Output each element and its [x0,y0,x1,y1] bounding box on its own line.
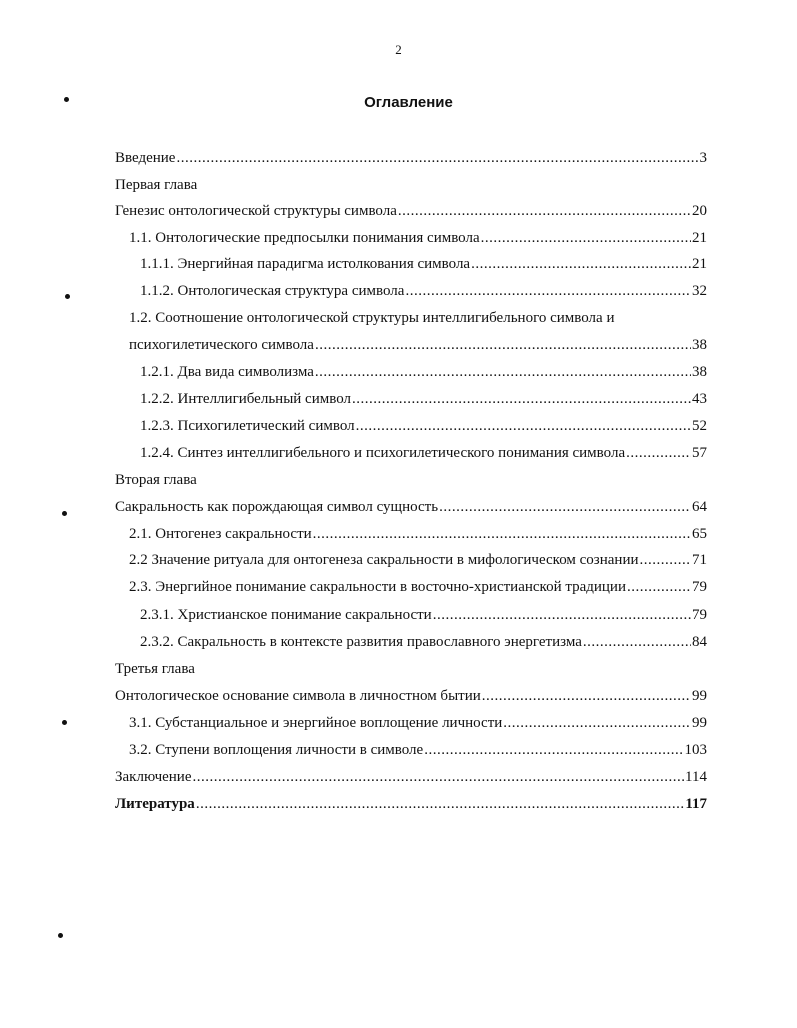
toc-entry[interactable] [129,334,707,356]
toc-entry-page: 99 [692,688,707,704]
toc-entry-page: 20 [692,203,707,219]
leader-dots [352,388,691,410]
toc-entry[interactable] [129,549,707,571]
toc-entry-label: 2.3. Энергийное понимание сакральности в восточно-христианской традиции [129,579,626,595]
toc-entry[interactable] [115,147,707,169]
toc-entry-page: 71 [692,552,707,568]
leader-dots [433,604,691,626]
toc-entry[interactable] [115,793,707,815]
chapter-heading [115,469,197,491]
toc-entry[interactable] [129,712,707,734]
leader-dots [315,361,691,383]
toc-entry[interactable] [129,739,707,761]
toc-entry-page: 32 [692,283,707,299]
toc-entry-label: Литература [115,796,195,812]
toc-entry-label: Онтологическое основание символа в личностном бытии [115,688,481,704]
toc-entry-page: 21 [692,256,707,272]
leader-dots [424,739,683,761]
toc-entry-label: Первая глава [115,177,198,193]
toc-entry[interactable] [140,388,707,410]
toc-entry-label: 1.2.3. Психогилетический символ [140,418,355,434]
toc-entry-label: 2.3.1. Христианское понимание сакральности [140,607,432,623]
toc-entry-page: 21 [692,230,707,246]
toc-entry-page: 52 [692,418,707,434]
chapter-heading [115,174,197,196]
toc-entry-line[interactable] [129,307,614,329]
leader-dots [193,766,685,788]
toc-entry-page: 79 [692,579,707,595]
scan-speck [65,294,70,299]
toc-entry-label: Введение [115,150,176,166]
page-number: 2 [395,42,402,57]
leader-dots [313,523,691,545]
scan-speck [58,933,63,938]
toc-entry-page: 43 [692,391,707,407]
toc-entry-label: Третья глава [115,661,195,677]
toc-entry-label: 1.2. Соотношение онтологической структуры интеллигибельного символа и [129,310,615,326]
leader-dots [176,147,698,169]
toc-entry[interactable] [140,631,707,653]
toc-entry[interactable] [140,442,707,464]
leader-dots [439,496,691,518]
toc-entry-page: 84 [692,634,707,650]
toc-entry[interactable] [140,280,707,302]
toc-entry-page: 3 [699,150,707,166]
toc-entry-page: 103 [684,742,707,758]
leader-dots [626,442,691,464]
toc-entry-label: психогилетического символа [129,337,314,353]
toc-entry-page: 79 [692,607,707,623]
toc-entry[interactable] [115,496,707,518]
toc-entry[interactable] [140,253,707,275]
toc-entry-label: 2.1. Онтогенез сакральности [129,526,312,542]
toc-entry[interactable] [140,415,707,437]
leader-dots [627,576,691,598]
toc-title: Оглавление [364,94,453,111]
toc-entry[interactable] [129,227,707,249]
toc-entry-label: 1.2.4. Синтез интеллигибельного и психогилетического понимания символа [140,445,626,461]
toc-entry-label: 1.1.2. Онтологическая структура символа [140,283,405,299]
leader-dots [482,685,691,707]
toc-entry-page: 64 [692,499,707,515]
toc-entry-label: Заключение [115,769,192,785]
toc-entry[interactable] [115,685,707,707]
leader-dots [196,793,685,815]
scan-speck [62,511,67,516]
leader-dots [398,200,691,222]
toc-entry-label: Генезис онтологической структуры символа [115,203,397,219]
toc-entry-page: 38 [692,364,707,380]
toc-entry-label: Вторая глава [115,472,197,488]
toc-entry-label: 1.2.1. Два вида символизма [140,364,314,380]
leader-dots [356,415,691,437]
leader-dots [583,631,691,653]
leader-dots [481,227,691,249]
toc-entry-label: 2.3.2. Сакральность в контексте развития православного энергетизма [140,634,582,650]
scan-speck [64,97,69,102]
toc-entry-label: Сакральность как порождающая символ сущность [115,499,439,515]
toc-entry[interactable] [115,766,707,788]
leader-dots [503,712,691,734]
toc-entry-label: 1.1. Онтологические предпосылки понимания символа [129,230,480,246]
leader-dots [315,334,691,356]
toc-entry-label: 1.2.2. Интеллигибельный символ [140,391,351,407]
leader-dots [471,253,691,275]
toc-entry[interactable] [115,200,707,222]
toc-entry[interactable] [140,604,707,626]
toc-entry-page: 117 [685,796,707,812]
toc-entry-page: 38 [692,337,707,353]
scan-speck [62,720,67,725]
toc-entry[interactable] [140,361,707,383]
toc-entry-label: 3.1. Субстанциальное и энергийное воплощение личности [129,715,503,731]
toc-entry-page: 99 [692,715,707,731]
leader-dots [640,549,692,571]
leader-dots [405,280,691,302]
toc-entry-label: 1.1.1. Энергийная парадигма истолкования символа [140,256,471,272]
chapter-heading [115,658,195,680]
toc-entry-page: 65 [692,526,707,542]
toc-entry-page: 114 [685,769,707,785]
toc-entry-page: 57 [692,445,707,461]
toc-entry[interactable] [129,576,707,598]
toc-entry-label: 3.2. Ступени воплощения личности в символе [129,742,424,758]
toc-entry-label: 2.2 Значение ритуала для онтогенеза сакральности в мифологическом сознании [129,552,639,568]
toc-entry[interactable] [129,523,707,545]
